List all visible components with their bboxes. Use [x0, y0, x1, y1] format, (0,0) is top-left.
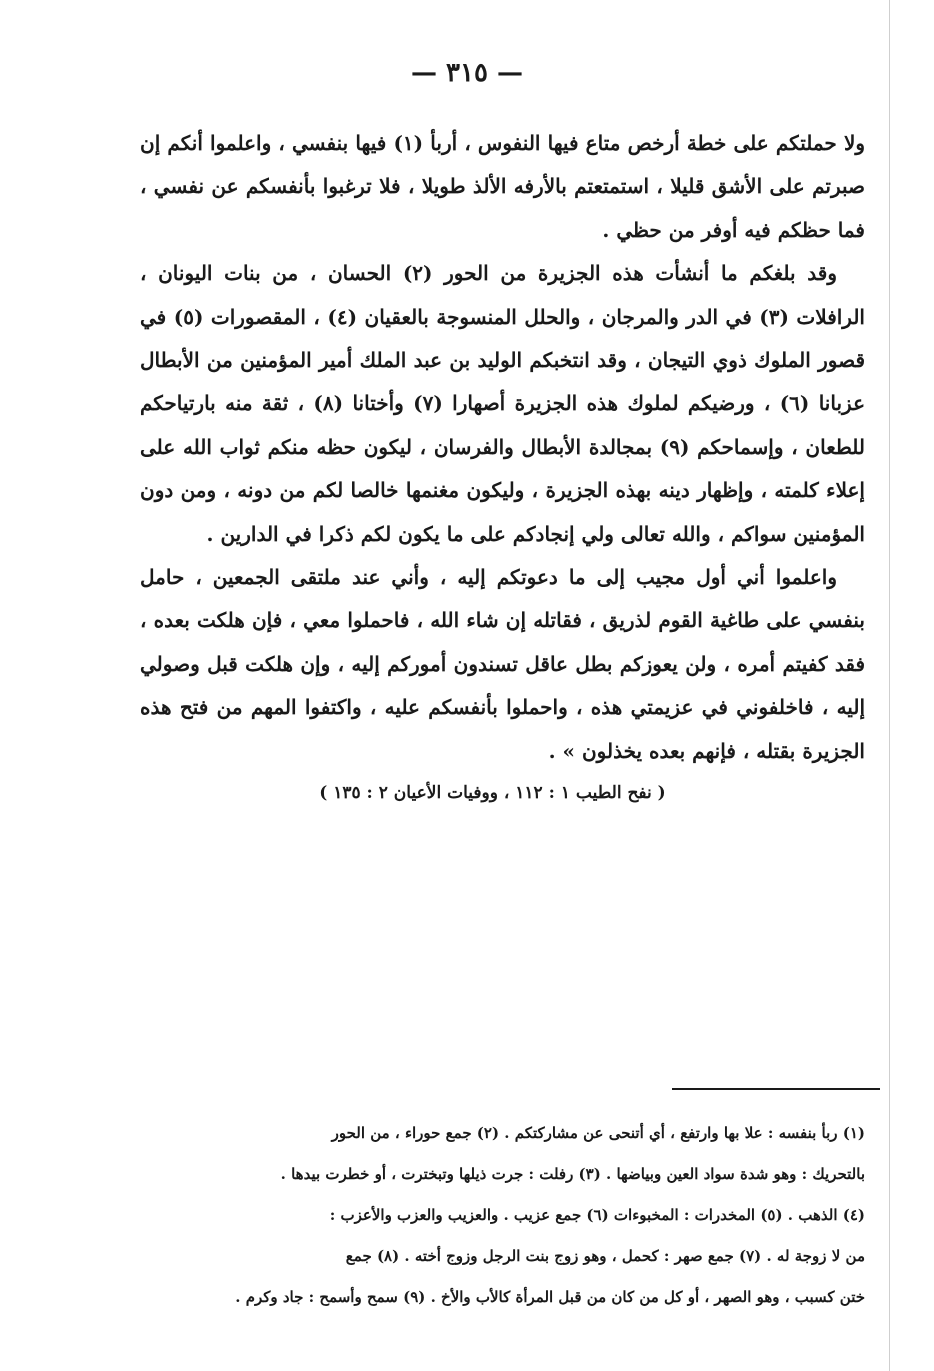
footnote-line: ختن كسبب ، وهو الصهر ، أو كل من كان من قبل المرأة كالأب والأخ . (٩) سمح وأسمح : جاد وكرم . — [235, 1288, 865, 1306]
footnote-line: من لا زوجة له . (٧) جمع صهر : كحمل ، وهو زوج بنت الرجل وزوج أخته . (٨) جمع — [345, 1247, 865, 1265]
footnote-line: (١) ربأ بنفسه : علا بها وارتفع ، أي أتنحى عن مشاركتكم . (٢) جمع حوراء ، من الحور — [331, 1124, 865, 1142]
page-edge-line — [889, 0, 890, 1371]
source-citation: ( نفح الطيب ١ : ١١٢ ، ووفيات الأعيان ٢ : ١٣٥ ) — [319, 783, 666, 804]
footnotes — [140, 1113, 865, 1318]
footnote-line: بالتحريك : وهو شدة سواد العين وبياضها . (٣) رفلت : جرت ذيلها وتبخترت ، أو خطرت بيدها . — [280, 1165, 865, 1183]
footnote-line: (٤) الذهب . (٥) المخدرات : المخبوءات (٦) جمع عزيب . والعزيب والعزب والأعزب : — [329, 1206, 865, 1224]
paragraph-1: ولا حملتكم على خطة أرخص متاع فيها النفوس ، أربأ (١) فيها بنفسي ، واعلموا أنكم إن صبرتم على الأشق قليلا ، استمتعتم بالأرفه الألذ طويلا ، فلا ترغبوا بأنفسكم عن نفسي ، فما حظكم فيه أوفر من حظي . — [140, 131, 866, 242]
main-text — [140, 122, 865, 811]
page-number: — ٣١٥ — — [410, 58, 524, 88]
footnote-divider — [672, 1088, 880, 1090]
paragraph-2: وقد بلغكم ما أنشأت هذه الجزيرة من الحور (٢) الحسان ، من بنات اليونان ، الرافلات (٣) في الدر والمرجان ، والحلل المنسوجة بالعقيان (٤) ، المقصورات (٥) في قصور الملوك ذوي التيجان ، وقد انتخبكم الوليد بن عبد الملك أمير المؤمنين من الأبطال عزبانا (٦) ، ورضيكم لملوك هذه الجزيرة أصهارا (٧) وأختانا (٨) ، ثقة منه بارتياحكم للطعان ، وإسماحكم (٩) بمجالدة الأبطال والفرسان ، ليكون حظه منكم ثواب الله على إعلاء كلمته ، وإظهار دينه بهذه الجزيرة ، وليكون مغنمها خالصا لكم من دونه ، ومن دون المؤمنين سواكم ، والله تعالى ولي إنجادكم على ما يكون لكم ذكرا في الدارين . — [140, 261, 865, 546]
paragraph-3: واعلموا أني أول مجيب إلى ما دعوتكم إليه ، وأني عند ملتقى الجمعين ، حامل بنفسي على طاغية القوم لذريق ، فقاتله إن شاء الله ، فاحملوا معي ، فإن هلكت بعده ، فقد كفيتم أمره ، ولن يعوزكم بطل عاقل تسندون أموركم إليه ، وإن هلكت قبل وصولي إليه ، فاخلفوني في عزيمتي هذه ، واحملوا بأنفسكم عليه ، واكتفوا المهم من فتح هذه الجزيرة بقتله ، فإنهم بعده يخذلون » . — [140, 565, 865, 763]
